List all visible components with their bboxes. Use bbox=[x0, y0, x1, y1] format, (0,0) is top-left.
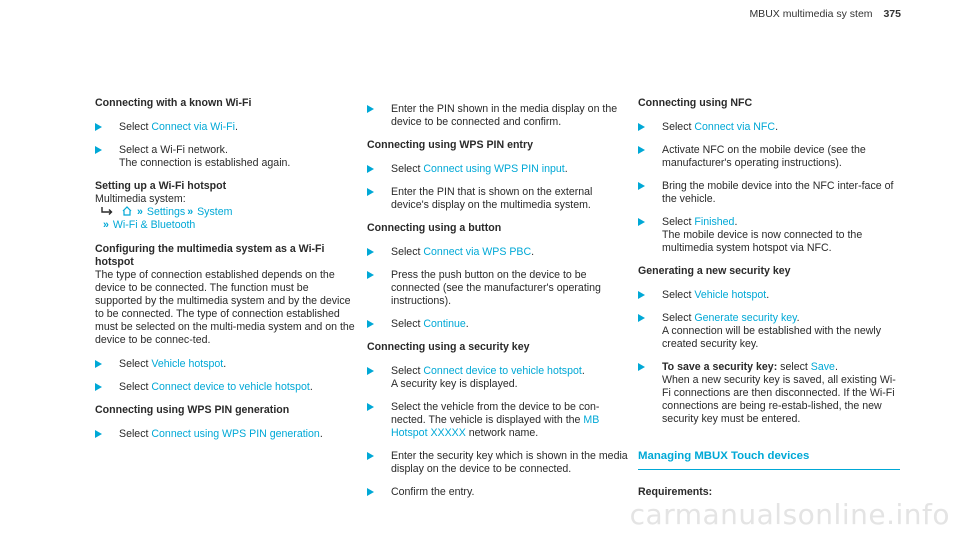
step-text: Select bbox=[662, 216, 695, 228]
step-item bbox=[367, 246, 629, 259]
step-result: A security key is displayed. bbox=[391, 378, 518, 390]
requirements-label: Requirements: bbox=[638, 486, 713, 498]
step-arrow-icon bbox=[638, 291, 645, 299]
step-arrow-icon bbox=[367, 248, 374, 256]
step-arrow-icon bbox=[95, 430, 102, 438]
home-icon[interactable] bbox=[122, 206, 132, 216]
step-text: Select bbox=[119, 358, 152, 370]
step-text-end: . bbox=[223, 358, 227, 370]
link-connect-via-nfc[interactable]: Connect via NFC bbox=[694, 121, 776, 133]
step-text: Confirm the entry. bbox=[391, 486, 475, 498]
step-text-end: . bbox=[796, 312, 800, 324]
step-item bbox=[367, 450, 629, 476]
link-continue[interactable]: Continue bbox=[423, 318, 466, 330]
step-text-end: . bbox=[564, 163, 568, 175]
heading-known-wifi: Connecting with a known Wi-Fi bbox=[95, 97, 252, 109]
step-text: Select bbox=[119, 381, 152, 393]
heading-hotspot-setup: Setting up a Wi-Fi hotspot bbox=[95, 180, 227, 192]
step-result: The mobile device is now connected to the multimedia system hotspot via NFC. bbox=[662, 229, 863, 254]
step-arrow-icon bbox=[367, 188, 374, 196]
step-bold-label: To save a security key: bbox=[662, 361, 778, 373]
step-item bbox=[638, 121, 900, 134]
link-wps-pin-input[interactable]: Connect using WPS PIN input bbox=[423, 163, 565, 175]
step-item bbox=[367, 401, 629, 440]
link-settings[interactable]: Settings bbox=[146, 206, 186, 218]
step-arrow-icon bbox=[367, 403, 374, 411]
step-arrow-icon bbox=[638, 363, 645, 371]
heading-nfc: Connecting using NFC bbox=[638, 97, 753, 109]
menu-path bbox=[95, 206, 357, 219]
step-text-end: . bbox=[465, 318, 469, 330]
link-vehicle-hotspot[interactable]: Vehicle hotspot bbox=[151, 358, 224, 370]
step-text-end: . bbox=[734, 216, 738, 228]
step-text-end: . bbox=[581, 365, 585, 377]
heading-configure-hotspot: Configuring the multimedia system as a Wi-Fi hotspot bbox=[95, 243, 325, 268]
step-text: Bring the mobile device into the NFC inter-face of the vehicle. bbox=[662, 180, 894, 205]
step-text-end: . bbox=[309, 381, 313, 393]
step-text: Enter the PIN that is shown on the external device's display on the multimedia system. bbox=[391, 186, 593, 211]
step-item bbox=[95, 428, 357, 441]
step-text: Select bbox=[391, 365, 424, 377]
heading-wps-entry: Connecting using WPS PIN entry bbox=[367, 139, 533, 151]
step-item bbox=[638, 361, 900, 426]
step-arrow-icon bbox=[638, 182, 645, 190]
step-arrow-icon bbox=[95, 360, 102, 368]
link-mb-hotspot: MB Hotspot XXXXX bbox=[391, 414, 600, 439]
step-text: Select bbox=[119, 428, 152, 440]
step-arrow-icon bbox=[367, 165, 374, 173]
step-item bbox=[367, 318, 629, 331]
step-arrow-icon bbox=[638, 146, 645, 154]
menu-path-cont bbox=[95, 219, 357, 232]
link-wifi-bluetooth[interactable]: Wi-Fi & Bluetooth bbox=[112, 219, 196, 231]
column-3 bbox=[638, 97, 900, 499]
path-separator-icon: » bbox=[103, 219, 109, 231]
step-text: Select bbox=[391, 318, 424, 330]
step-text: Select a Wi-Fi network. bbox=[119, 144, 228, 156]
step-item bbox=[367, 269, 629, 308]
step-arrow-icon bbox=[367, 271, 374, 279]
step-text: Select bbox=[391, 163, 424, 175]
return-arrow-icon bbox=[101, 206, 113, 216]
link-vehicle-hotspot[interactable]: Vehicle hotspot bbox=[694, 289, 767, 301]
step-text: Enter the security key which is shown in the media display on the device to be connected. bbox=[391, 450, 628, 475]
link-connect-via-wifi[interactable]: Connect via Wi-Fi bbox=[151, 121, 235, 133]
path-separator-icon: » bbox=[187, 206, 194, 218]
step-arrow-icon bbox=[367, 105, 374, 113]
heading-security-key: Connecting using a security key bbox=[367, 341, 530, 353]
step-text-end: . bbox=[319, 428, 323, 440]
path-separator-icon: » bbox=[137, 206, 143, 218]
section-title: Managing MBUX Touch devices bbox=[638, 450, 900, 470]
step-arrow-icon bbox=[367, 320, 374, 328]
link-generate-key[interactable]: Generate security key bbox=[694, 312, 797, 324]
link-save[interactable]: Save bbox=[810, 361, 835, 373]
step-text: Select the vehicle from the device to be con-nected. The vehicle is displayed with the bbox=[391, 401, 600, 426]
link-finished[interactable]: Finished bbox=[694, 216, 735, 228]
step-result: A connection will be established with the newly created security key. bbox=[662, 325, 882, 350]
link-connect-device-hotspot[interactable]: Connect device to vehicle hotspot bbox=[151, 381, 310, 393]
step-arrow-icon bbox=[367, 452, 374, 460]
step-item bbox=[638, 289, 900, 302]
step-text: Press the push button on the device to be connected (see the manufacturer's operating instructions). bbox=[391, 269, 601, 307]
column-2 bbox=[367, 103, 629, 509]
step-arrow-icon bbox=[95, 383, 102, 391]
step-arrow-icon bbox=[95, 123, 102, 131]
step-text-end: . bbox=[775, 121, 779, 133]
step-item bbox=[95, 121, 357, 134]
step-arrow-icon bbox=[95, 146, 102, 154]
step-result: The connection is established again. bbox=[119, 157, 291, 169]
header-title: MBUX multimedia sy stem bbox=[749, 8, 873, 20]
step-item bbox=[95, 358, 357, 371]
link-connect-device-hotspot[interactable]: Connect device to vehicle hotspot bbox=[423, 365, 582, 377]
step-text: Select bbox=[662, 121, 695, 133]
step-arrow-icon bbox=[367, 367, 374, 375]
step-text-end: network name. bbox=[465, 427, 539, 439]
step-item bbox=[638, 144, 900, 170]
step-item bbox=[367, 103, 629, 129]
page-number: 375 bbox=[883, 8, 901, 20]
step-arrow-icon bbox=[638, 314, 645, 322]
step-text: Enter the PIN shown in the media display on the device to be connected and confirm. bbox=[391, 103, 618, 128]
link-wps-pbc[interactable]: Connect via WPS PBC bbox=[423, 246, 532, 258]
link-wps-pin-generation[interactable]: Connect using WPS PIN generation bbox=[151, 428, 320, 440]
step-text-end: . bbox=[531, 246, 535, 258]
step-item bbox=[95, 144, 357, 170]
step-text-end: . bbox=[234, 121, 238, 133]
step-arrow-icon bbox=[367, 488, 374, 496]
step-text: Select bbox=[662, 312, 695, 324]
link-system[interactable]: System bbox=[197, 206, 233, 218]
heading-button: Connecting using a button bbox=[367, 222, 502, 234]
step-text: Select bbox=[119, 121, 152, 133]
step-text-end: . bbox=[766, 289, 770, 301]
step-arrow-icon bbox=[638, 123, 645, 131]
step-text: Select bbox=[662, 289, 695, 301]
step-item bbox=[638, 312, 900, 351]
step-text: Activate NFC on the mobile device (see the manufacturer's operating instructions). bbox=[662, 144, 866, 169]
step-text: select bbox=[777, 361, 811, 373]
step-item bbox=[367, 186, 629, 212]
step-item bbox=[638, 180, 900, 206]
step-item bbox=[95, 381, 357, 394]
step-text-end: . bbox=[834, 361, 838, 373]
menu-path-intro: Multimedia system: bbox=[95, 193, 186, 205]
heading-wps-generation: Connecting using WPS PIN generation bbox=[95, 404, 290, 416]
step-result: When a new security key is saved, all existing Wi-Fi connections are then disconnected. If the Wi-Fi connections are being re-estab-lished, the new security key must be entered. bbox=[662, 374, 896, 425]
heading-new-key: Generating a new security key bbox=[638, 265, 791, 277]
column-1 bbox=[95, 97, 357, 451]
paragraph-config: The type of connection established depends on the device to be connected. The function must be supported by the multimedia system and by the device to be connected. The type of connection established must be selected on the multi-media system and on the device to be connec-ted. bbox=[95, 269, 355, 346]
step-text: Select bbox=[391, 246, 424, 258]
step-item bbox=[367, 163, 629, 176]
step-item bbox=[638, 216, 900, 255]
page-header bbox=[749, 8, 901, 20]
step-item bbox=[367, 365, 629, 391]
watermark: carmanualsonline.info bbox=[629, 498, 950, 531]
step-item bbox=[367, 486, 629, 499]
step-arrow-icon bbox=[638, 218, 645, 226]
